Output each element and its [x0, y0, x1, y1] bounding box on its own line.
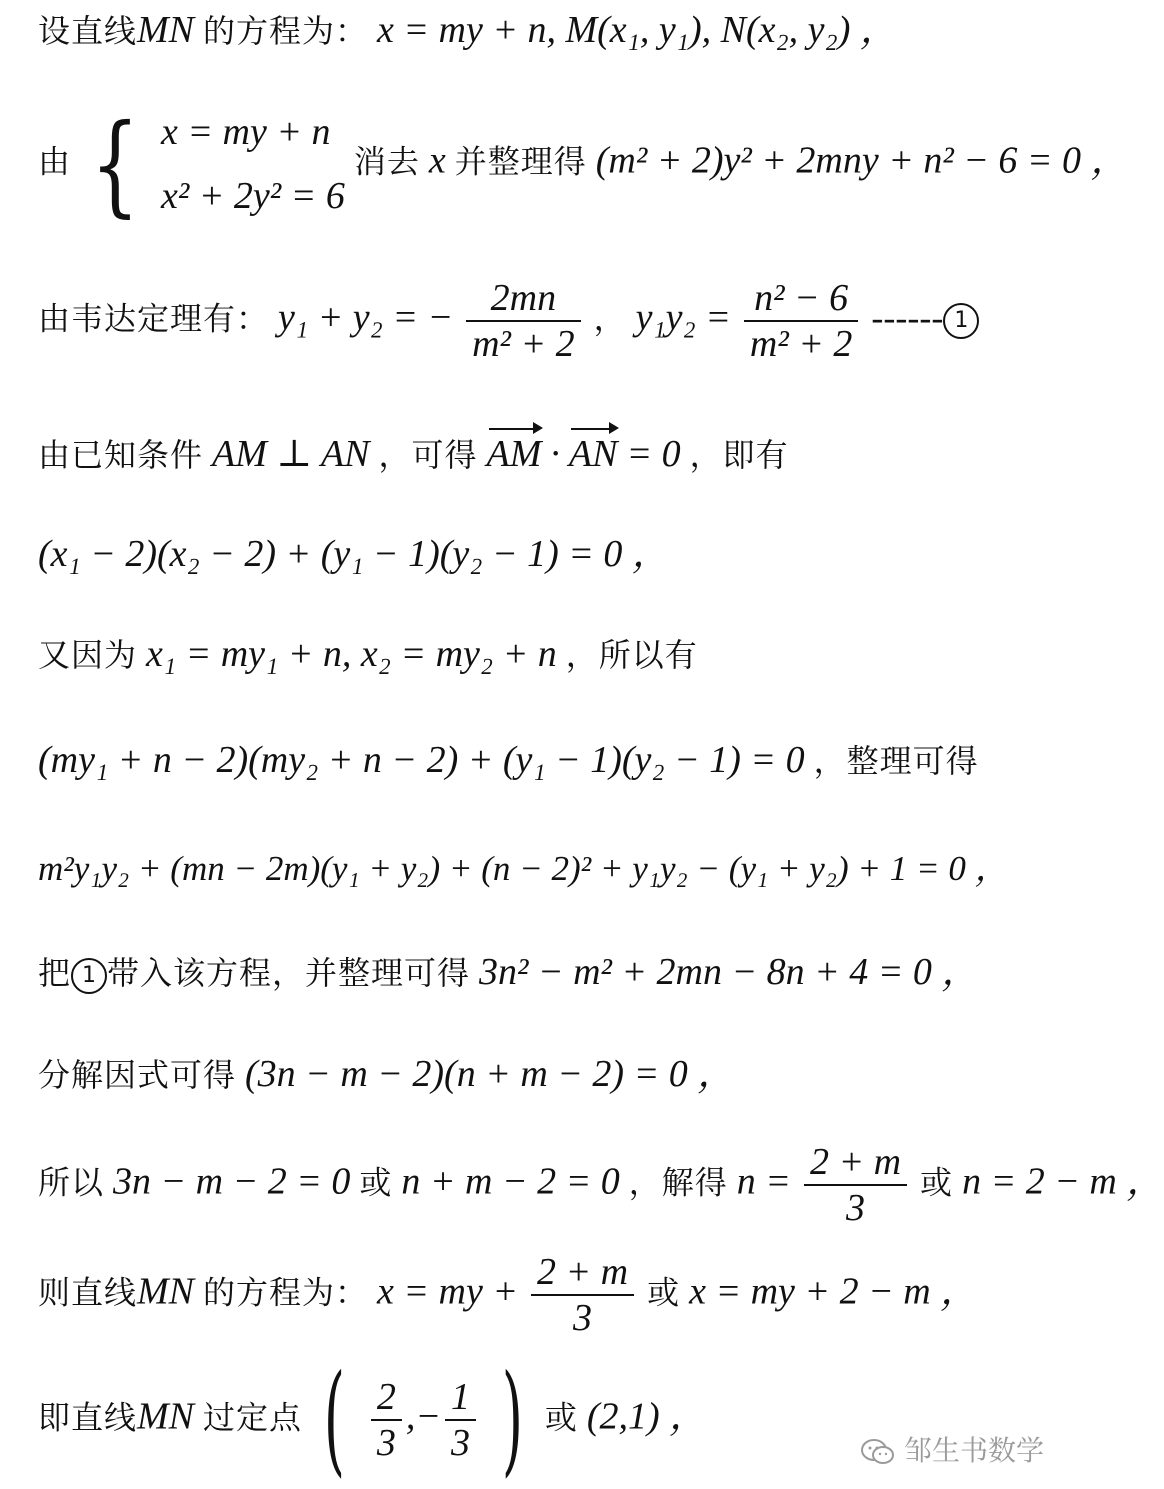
line-1: 设直线MN 的方程为： x = my + n, M(x₁, y₁), N(x₂, y₂) ，	[38, 9, 898, 51]
fraction: $\frac{\text{n² − 6}}{\text{m² + 2}}$	[744, 276, 858, 366]
circled-one-marker: 1	[71, 958, 107, 994]
circled-one-marker: 1	[943, 303, 979, 339]
line-12: 则直线MN 的方程为： x = my + $\frac{2 + m}{3}$ 或 x = my + 2 − m ，	[38, 1251, 979, 1339]
line-11: 所以 3n − m − 2 = 0 或 n + m − 2 = 0 ，解得 n = $\frac{2 + m}{3}$ 或 n = 2 − m ，	[38, 1141, 1164, 1229]
line-6: 又因为 x₁ = my₁ + n, x₂ = my₂ + n ，所以有	[38, 633, 698, 675]
line-7: (my₁ + n − 2)(my₂ + n − 2) + (y₁ − 1)(y₂ − 1) = 0 ，整理可得	[38, 739, 979, 781]
line-10: 分解因式可得 (3n − m − 2)(n + m − 2) = 0 ，	[38, 1053, 736, 1095]
wechat-icon	[860, 1438, 896, 1466]
watermark-text: 邹生书数学	[903, 1434, 1044, 1467]
fraction: $\frac{2}{3}$	[371, 1375, 402, 1465]
line-3: 由韦达定理有： y₁ + y₂ = − $\frac{2mn}{\text{m² + 2}}$ ， y₁y₂ = $\frac{\text{n² − 6}}{\text{m² + 2}}$ ------ 1	[38, 276, 1060, 366]
line-13: 即直线MN 过定点 ( $\frac{2}{3}$ ,− $\frac{1}{3}$ ) 或 (2,1) ，	[38, 1350, 708, 1489]
watermark	[860, 1429, 1044, 1469]
line-4: 由已知条件 AM ⊥ AN ，可得 AM · AN = 0 ，即有	[38, 433, 789, 475]
fraction: $\frac{2 + m}{3}$	[531, 1250, 634, 1340]
vector-am: AM	[486, 433, 542, 475]
equation-system: { x = my + n x² + 2y² = 6	[90, 100, 345, 228]
vector-an: AN	[568, 433, 618, 475]
fraction: $\frac{1}{3}$	[445, 1375, 476, 1465]
line-5: (x₁ − 2)(x₂ − 2) + (y₁ − 1)(y₂ − 1) = 0 ，	[38, 533, 670, 575]
fraction: $\frac{2 + m}{3}$	[804, 1140, 907, 1230]
line-8: m²y₁y₂ + (mn − 2m)(y₁ + y₂) + (n − 2)² + y₁y₂ − (y₁ + y₂) + 1 = 0 ，	[38, 849, 1010, 888]
line-2: 由 { x = my + n x² + 2y² = 6 消去 x 并整理得 (m² + 2)y² + 2mny + n² − 6 = 0 ，	[38, 100, 1129, 228]
fraction: $\frac{2mn}{\text{m² + 2}}$	[466, 276, 580, 366]
line-9: 把 1 带入该方程，并整理可得 3n² − m² + 2mn − 8n + 4 = 0 ，	[38, 951, 980, 993]
